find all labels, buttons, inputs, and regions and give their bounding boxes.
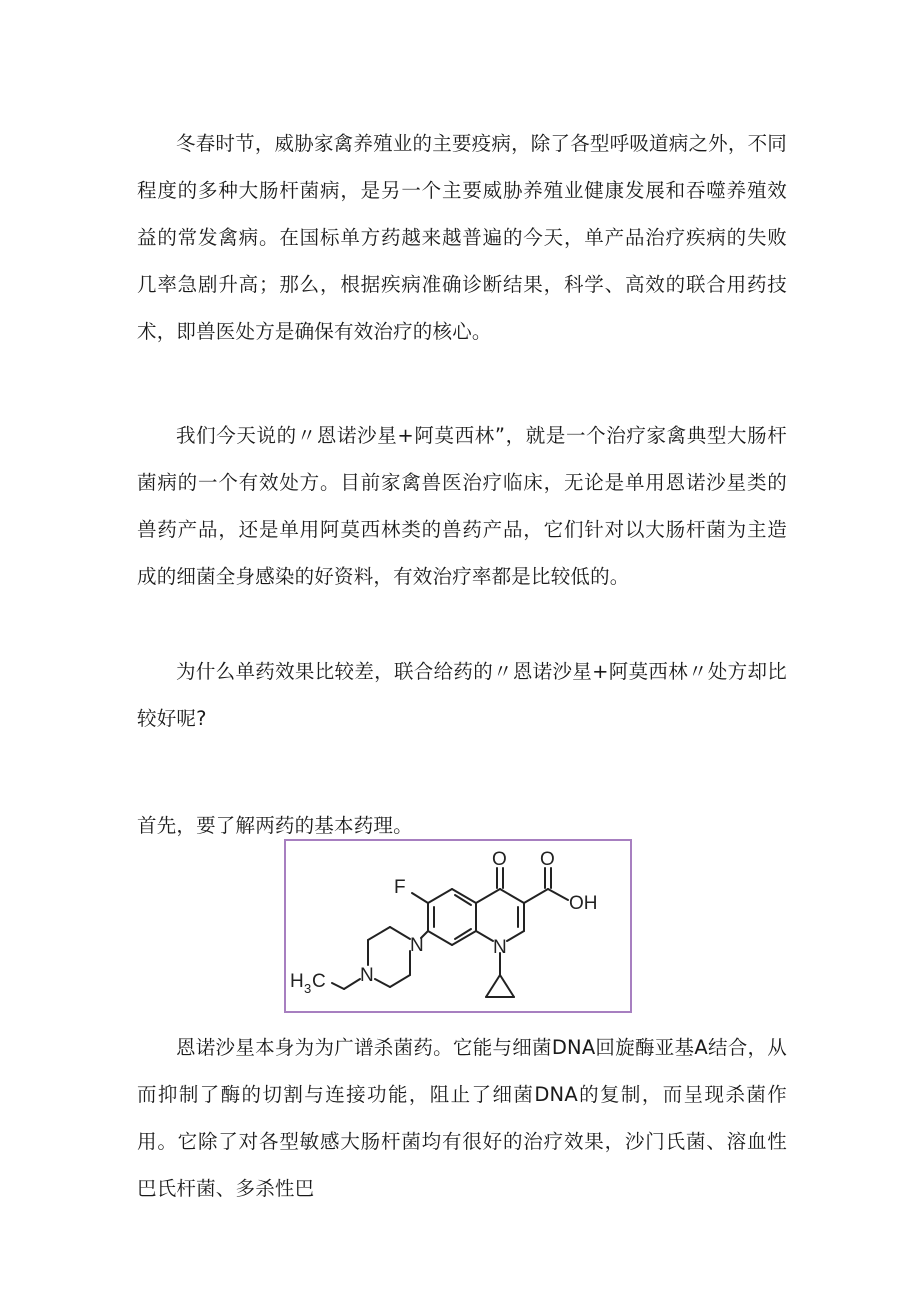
paragraph-enrofloxacin: 恩诺沙星本身为为广谱杀菌药。它能与细菌DNA回旋酶亚基A结合，从而抑制了酶的切割与连接功能，阻止了细菌DNA的复制，而呈现杀菌作用。它除了对各型敏感大肠杆菌均有很好的治疗效果，沙门氏菌、溶血性巴氏杆菌、多杀性巴 xyxy=(137,1036,787,1200)
bond xyxy=(390,975,410,987)
bond xyxy=(507,931,524,941)
bond xyxy=(412,893,428,903)
bond xyxy=(524,889,548,903)
bond xyxy=(390,927,410,939)
bond xyxy=(486,975,500,997)
enrofloxacin-structure-figure xyxy=(284,839,632,1013)
bond xyxy=(368,927,390,940)
atom-label-carbonyl-oxygen: O xyxy=(492,849,507,870)
bond xyxy=(500,975,514,997)
atom-label-piperazine-nitrogen: N xyxy=(360,965,374,986)
bond xyxy=(548,889,568,900)
atom-label-hydroxyl: OH xyxy=(569,893,598,914)
bond xyxy=(428,931,452,945)
atom-label-methyl-hydrogen: H xyxy=(290,971,304,992)
chemical-structure-diagram xyxy=(286,841,630,1011)
bond xyxy=(344,979,360,989)
paragraph-intro: 冬春时节，威胁家禽养殖业的主要疫病，除了各型呼吸道病之外，不同程度的多种大肠杆菌病，是另一个主要威胁养殖业健康发展和吞噬养殖效益的常发禽病。在国标单方药越来越普遍的今天，单产品治疗疾病的失败几率急剧升高；那么，根据疾病准确诊断结果，科学、高效的联合用药技术，即兽医处方是确保有效治疗的核心。 xyxy=(137,132,787,343)
bond xyxy=(332,983,344,989)
atom-label-piperazine-nitrogen: N xyxy=(410,935,424,956)
paragraph-pharmacology-intro: 首先，要了解两药的基本药理。 xyxy=(137,814,413,837)
atom-label-quinolone-nitrogen: N xyxy=(493,937,507,958)
bond xyxy=(476,931,493,941)
atom-label-methyl-carbon: C xyxy=(312,971,326,992)
paragraph-question: 为什么单药效果比较差，联合给药的〃恩诺沙星+阿莫西林〃处方却比较好呢? xyxy=(137,660,787,730)
paragraph-prescription: 我们今天说的〃恩诺沙星+阿莫西林”，就是一个治疗家禽典型大肠杆菌病的一个有效处方。目前家禽兽医治疗临床，无论是单用恩诺沙星类的兽药产品，还是单用阿莫西林类的兽药产品，它们针对以大肠杆菌为主造成的细菌全身感染的好资料，有效治疗率都是比较低的。 xyxy=(137,424,787,588)
bond xyxy=(476,889,500,903)
atom-label-methyl-subscript: 3 xyxy=(304,981,312,996)
atom-label-fluorine: F xyxy=(394,877,406,898)
bond xyxy=(375,979,390,987)
bond xyxy=(500,889,524,903)
bond xyxy=(428,889,452,903)
atom-label-acid-oxygen: O xyxy=(540,849,555,870)
